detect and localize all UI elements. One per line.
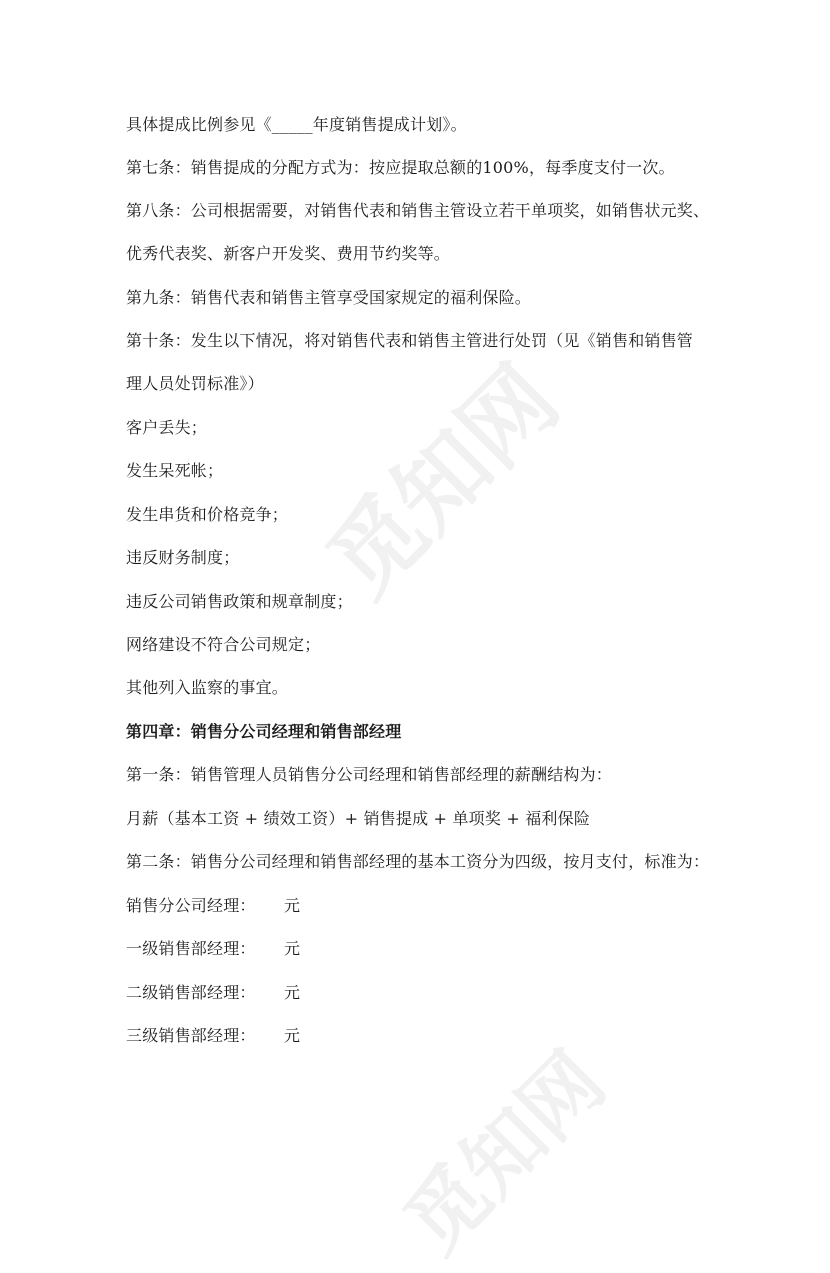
salary-level-unit: 元	[284, 939, 301, 958]
salary-level-label: 二级销售部经理：	[126, 983, 256, 1002]
salary-level-unit: 元	[284, 983, 301, 1002]
text-line: 月薪（基本工资 + 绩效工资）+ 销售提成 + 单项奖 + 福利保险	[126, 809, 591, 828]
text-line: 具体提成比例参见《_____年度销售提成计划》。	[126, 115, 467, 134]
watermark: 觅知网	[307, 345, 579, 617]
list-item: 发生串货和价格竞争；	[126, 505, 289, 524]
salary-level-row	[126, 939, 300, 959]
salary-level-unit: 元	[284, 1026, 301, 1045]
salary-level-row	[126, 983, 300, 1003]
salary-level-label: 三级销售部经理：	[126, 1026, 256, 1045]
text-line: 第八条：公司根据需要，对销售代表和销售主管设立若干单项奖，如销售状元奖、	[126, 201, 710, 220]
text-line: 第二条：销售分公司经理和销售部经理的基本工资分为四级，按月支付，标准为：	[126, 852, 710, 871]
salary-level-row	[126, 896, 300, 916]
salary-level-label: 一级销售部经理：	[126, 939, 256, 958]
list-item: 网络建设不符合公司规定；	[126, 635, 321, 654]
list-item: 其他列入监察的事宜。	[126, 678, 289, 697]
text-line: 第一条：销售管理人员销售分公司经理和销售部经理的薪酬结构为：	[126, 765, 613, 784]
text-line: 第十条：发生以下情况，将对销售代表和销售主管进行处罚（见《销售和销售管	[126, 331, 694, 350]
text-line: 第七条：销售提成的分配方式为：按应提取总额的100%，每季度支付一次。	[126, 158, 675, 177]
watermark: 觅知网	[387, 1034, 623, 1271]
list-item: 发生呆死帐；	[126, 461, 224, 480]
list-item: 客户丢失；	[126, 418, 208, 437]
list-item: 违反财务制度；	[126, 548, 240, 567]
text-line: 第九条：销售代表和销售主管享受国家规定的福利保险。	[126, 288, 532, 307]
chapter-heading: 第四章：销售分公司经理和销售部经理	[126, 722, 402, 741]
salary-level-unit: 元	[284, 896, 301, 915]
salary-level-row	[126, 1026, 300, 1046]
list-item: 违反公司销售政策和规章制度；	[126, 592, 353, 611]
salary-level-label: 销售分公司经理：	[126, 896, 256, 915]
text-line: 优秀代表奖、新客户开发奖、费用节约奖等。	[126, 244, 451, 263]
text-line: 理人员处罚标准》）	[126, 374, 264, 393]
